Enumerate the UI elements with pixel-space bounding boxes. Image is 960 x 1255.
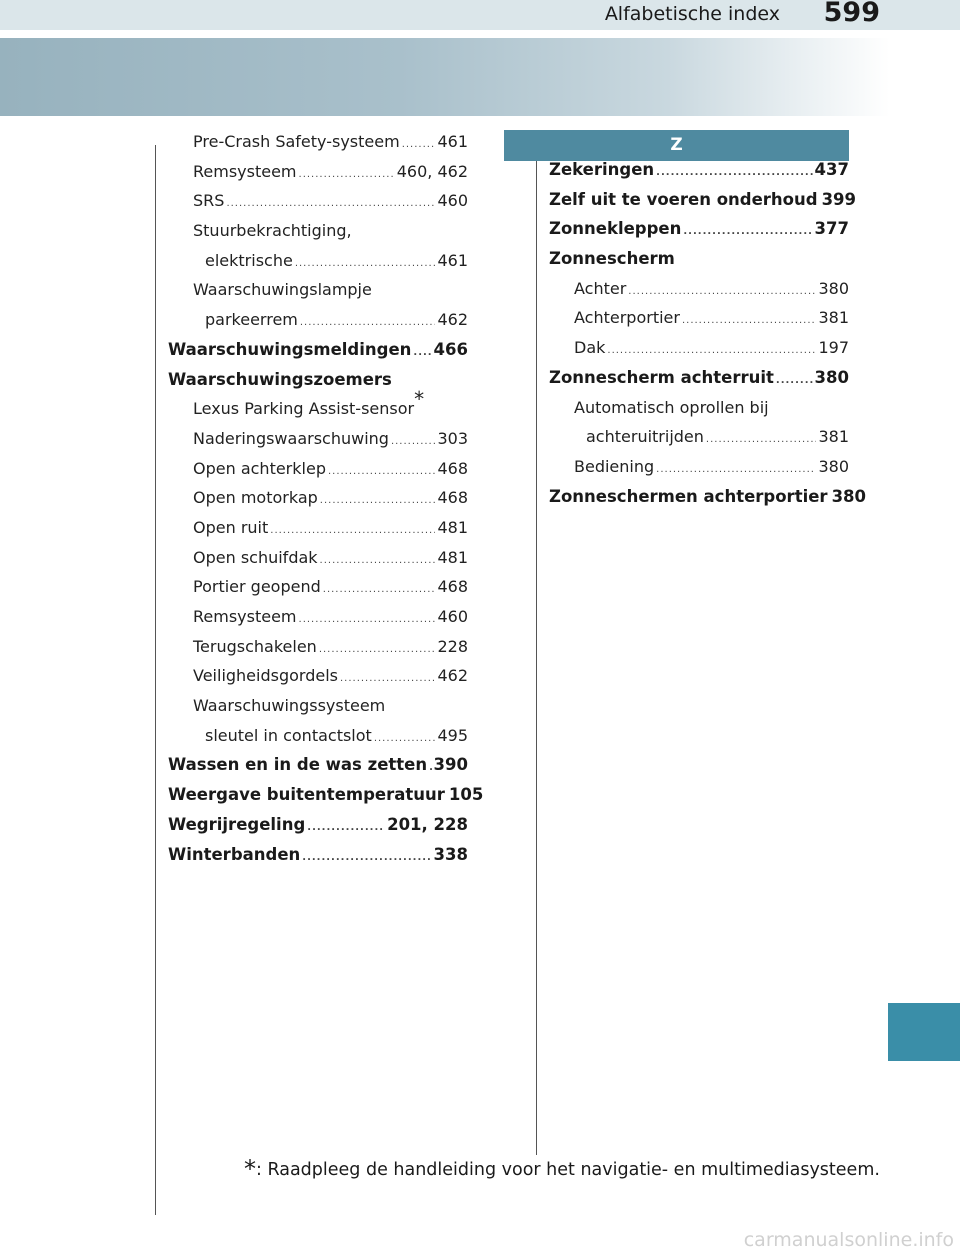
- index-entry-text: Portier geopend: [193, 577, 321, 597]
- index-entry: [168, 577, 468, 607]
- index-entry-page[interactable]: 468: [437, 458, 468, 478]
- index-entry: [168, 637, 468, 667]
- index-entry-page[interactable]: 380: [818, 278, 849, 298]
- index-entry-page[interactable]: 228: [437, 636, 468, 656]
- index-entry-text: Terugschakelen: [193, 636, 317, 656]
- index-entry: [168, 755, 468, 785]
- dot-leader: [413, 347, 431, 358]
- index-entry-text: Dak: [574, 338, 606, 358]
- index-entry-text: Zonnescherm achterruit: [549, 367, 774, 387]
- index-entry-text: Achter: [574, 278, 627, 298]
- index-entry: [549, 457, 849, 487]
- index-entry: [168, 251, 468, 281]
- index-column-left: [168, 132, 484, 874]
- dot-leader: [374, 733, 436, 744]
- footnote-marker: *: [414, 386, 425, 411]
- index-entry-text: Waarschuwingsmeldingen: [168, 339, 412, 359]
- index-entry-page[interactable]: 481: [437, 547, 468, 567]
- index-entry-text: Remsysteem: [193, 607, 297, 626]
- index-entry: [549, 219, 849, 249]
- index-entry: [549, 427, 849, 457]
- index-entry: [168, 518, 468, 548]
- index-entry-text: Open motorkap: [193, 488, 318, 508]
- index-entry: [549, 160, 849, 190]
- dot-leader: [226, 198, 435, 209]
- index-entry-page[interactable]: 481: [437, 517, 468, 537]
- running-header-title: Alfabetische index: [604, 3, 780, 25]
- index-entry: [168, 132, 468, 162]
- index-entry: [168, 459, 468, 489]
- index-entry-page[interactable]: 460: [437, 191, 468, 211]
- index-entry-text: Automatisch oprollen bij: [574, 397, 769, 417]
- index-entry-text: Waarschuwingslampje: [193, 280, 372, 300]
- index-entry-page[interactable]: 197: [818, 338, 849, 358]
- index-entry-text: achteruitrijden: [586, 427, 704, 447]
- index-entry-text: Naderingswaarschuwing: [193, 428, 389, 448]
- index-entry-text: Achterportier: [574, 308, 680, 328]
- index-entry-text: Lexus Parking Assist-sensor*: [193, 386, 425, 419]
- dot-leader: [607, 345, 816, 356]
- dot-leader: [656, 167, 812, 178]
- dot-leader: [340, 673, 435, 684]
- index-entry-page[interactable]: 461: [437, 132, 468, 151]
- index-entry: [168, 221, 468, 251]
- index-entry-text: Zelf uit te voeren onderhoud: [549, 189, 818, 209]
- dot-leader: [319, 644, 436, 655]
- index-column-right: [549, 160, 867, 516]
- index-entry: [549, 486, 867, 517]
- dot-leader: [656, 464, 816, 475]
- dot-leader: [270, 525, 435, 536]
- dot-leader: [682, 315, 816, 326]
- section-letter-bar: Z: [504, 130, 849, 161]
- index-entry: [168, 726, 468, 756]
- dot-leader: [302, 852, 431, 863]
- index-entry-text: Waarschuwingssysteem: [193, 696, 386, 716]
- index-entry-page[interactable]: 380: [818, 456, 849, 476]
- left-column-rule: [155, 145, 156, 1215]
- index-entry: [168, 488, 468, 518]
- index-entry: [549, 249, 849, 279]
- index-entry-page[interactable]: 460, 462: [396, 161, 468, 181]
- index-entry-page[interactable]: 462: [437, 310, 468, 330]
- dot-leader: [391, 436, 436, 447]
- index-entry-page[interactable]: 105: [448, 785, 484, 805]
- index-entry: [168, 429, 468, 459]
- dot-leader: [295, 258, 436, 269]
- index-entry-text: Winterbanden: [168, 844, 301, 864]
- index-entry-page[interactable]: 466: [433, 339, 468, 359]
- index-entry: [549, 189, 857, 220]
- index-entry-text: Open schuifdak: [193, 547, 318, 567]
- watermark: carmanualsonline.info: [743, 1229, 954, 1251]
- index-entry: [168, 785, 484, 815]
- index-entry: [168, 666, 468, 696]
- index-entry: [168, 310, 468, 340]
- index-entry: [168, 280, 468, 310]
- index-entry-text: SRS: [193, 191, 225, 211]
- chapter-side-tab[interactable]: [888, 1003, 960, 1061]
- dot-leader: [299, 169, 395, 180]
- index-entry-text: parkeerrem: [205, 310, 298, 330]
- index-entry-text: Pre-Crash Safety-systeem: [193, 132, 400, 151]
- dot-leader: [320, 495, 436, 506]
- index-entry-text: Zonnekleppen: [549, 219, 682, 239]
- index-entry-text: Open achterklep: [193, 458, 326, 478]
- index-entry-text: Zonnescherm: [549, 249, 675, 269]
- footnote-text: : Raadpleeg de handleiding voor het navigatie- en multimediasysteem.: [256, 1160, 880, 1180]
- index-entry-page[interactable]: 381: [818, 427, 849, 447]
- index-entry-text: Weergave buitentemperatuur: [168, 785, 445, 805]
- index-entry-page[interactable]: 338: [433, 844, 468, 864]
- header-band: [0, 0, 960, 30]
- footnote-marker: *: [244, 1155, 256, 1183]
- index-entry-page[interactable]: 303: [437, 428, 468, 448]
- index-entry-text: Zekeringen: [549, 160, 655, 179]
- dot-leader: [299, 614, 436, 625]
- index-entry-page[interactable]: 380: [831, 486, 867, 506]
- index-entry-page[interactable]: 201, 228: [387, 814, 468, 834]
- dot-leader: [320, 555, 436, 566]
- index-entry-page[interactable]: 460: [437, 607, 468, 626]
- index-entry-page[interactable]: 495: [437, 725, 468, 745]
- index-entry-page[interactable]: 461: [437, 250, 468, 270]
- index-entry-page[interactable]: 437: [814, 160, 849, 179]
- index-entry: [549, 338, 849, 368]
- index-entry: [168, 191, 468, 221]
- index-entry-text: Wassen en in de was zetten: [168, 755, 428, 775]
- index-entry-text: sleutel in contactslot: [205, 725, 372, 745]
- header-gradient-bar: [0, 38, 890, 116]
- index-entry-text: Waarschuwingszoemers: [168, 369, 392, 389]
- dot-leader: [402, 139, 436, 150]
- index-entry: [549, 279, 849, 309]
- index-entry-text: Zonneschermen achterportier: [549, 486, 828, 506]
- index-entry-page[interactable]: 390: [433, 755, 468, 775]
- index-entry-text: Bediening: [574, 456, 655, 476]
- dot-leader: [683, 226, 812, 237]
- index-entry-page[interactable]: 380: [814, 367, 849, 387]
- dot-leader: [328, 466, 435, 477]
- index-entry-text: Open ruit: [193, 517, 269, 537]
- index-entry-page[interactable]: 377: [814, 219, 849, 239]
- middle-column-rule: [536, 145, 537, 1155]
- index-entry-text: Veiligheidsgordels: [193, 666, 338, 686]
- index-entry: [549, 308, 849, 338]
- index-entry: [549, 398, 849, 428]
- page-number: 599: [823, 0, 880, 28]
- index-entry-text: Wegrijregeling: [168, 814, 306, 834]
- footnote: [244, 1155, 880, 1183]
- dot-leader: [429, 762, 431, 773]
- index-entry: [168, 696, 468, 726]
- index-entry-page[interactable]: 468: [437, 577, 468, 597]
- index-entry-page[interactable]: 399: [821, 189, 857, 209]
- index-entry-page[interactable]: 468: [437, 488, 468, 508]
- dot-leader: [706, 434, 817, 445]
- index-entry-text: Remsysteem: [193, 161, 297, 181]
- index-entry: [168, 845, 468, 875]
- index-entry: [168, 386, 468, 429]
- index-entry-text: elektrische: [205, 250, 293, 270]
- index-entry: [168, 815, 468, 845]
- dot-leader: [323, 584, 436, 595]
- index-entry: [168, 607, 468, 637]
- dot-leader: [300, 317, 436, 328]
- index-entry-page[interactable]: 462: [437, 666, 468, 686]
- dot-leader: [307, 822, 385, 833]
- dot-leader: [628, 286, 816, 297]
- index-entry: [168, 340, 468, 370]
- index-entry: [549, 368, 849, 398]
- index-entry-text: Stuurbekrachtiging,: [193, 221, 352, 241]
- dot-leader: [776, 375, 813, 386]
- index-entry: [168, 162, 468, 192]
- index-entry: [168, 548, 468, 578]
- index-entry-page[interactable]: 381: [818, 308, 849, 328]
